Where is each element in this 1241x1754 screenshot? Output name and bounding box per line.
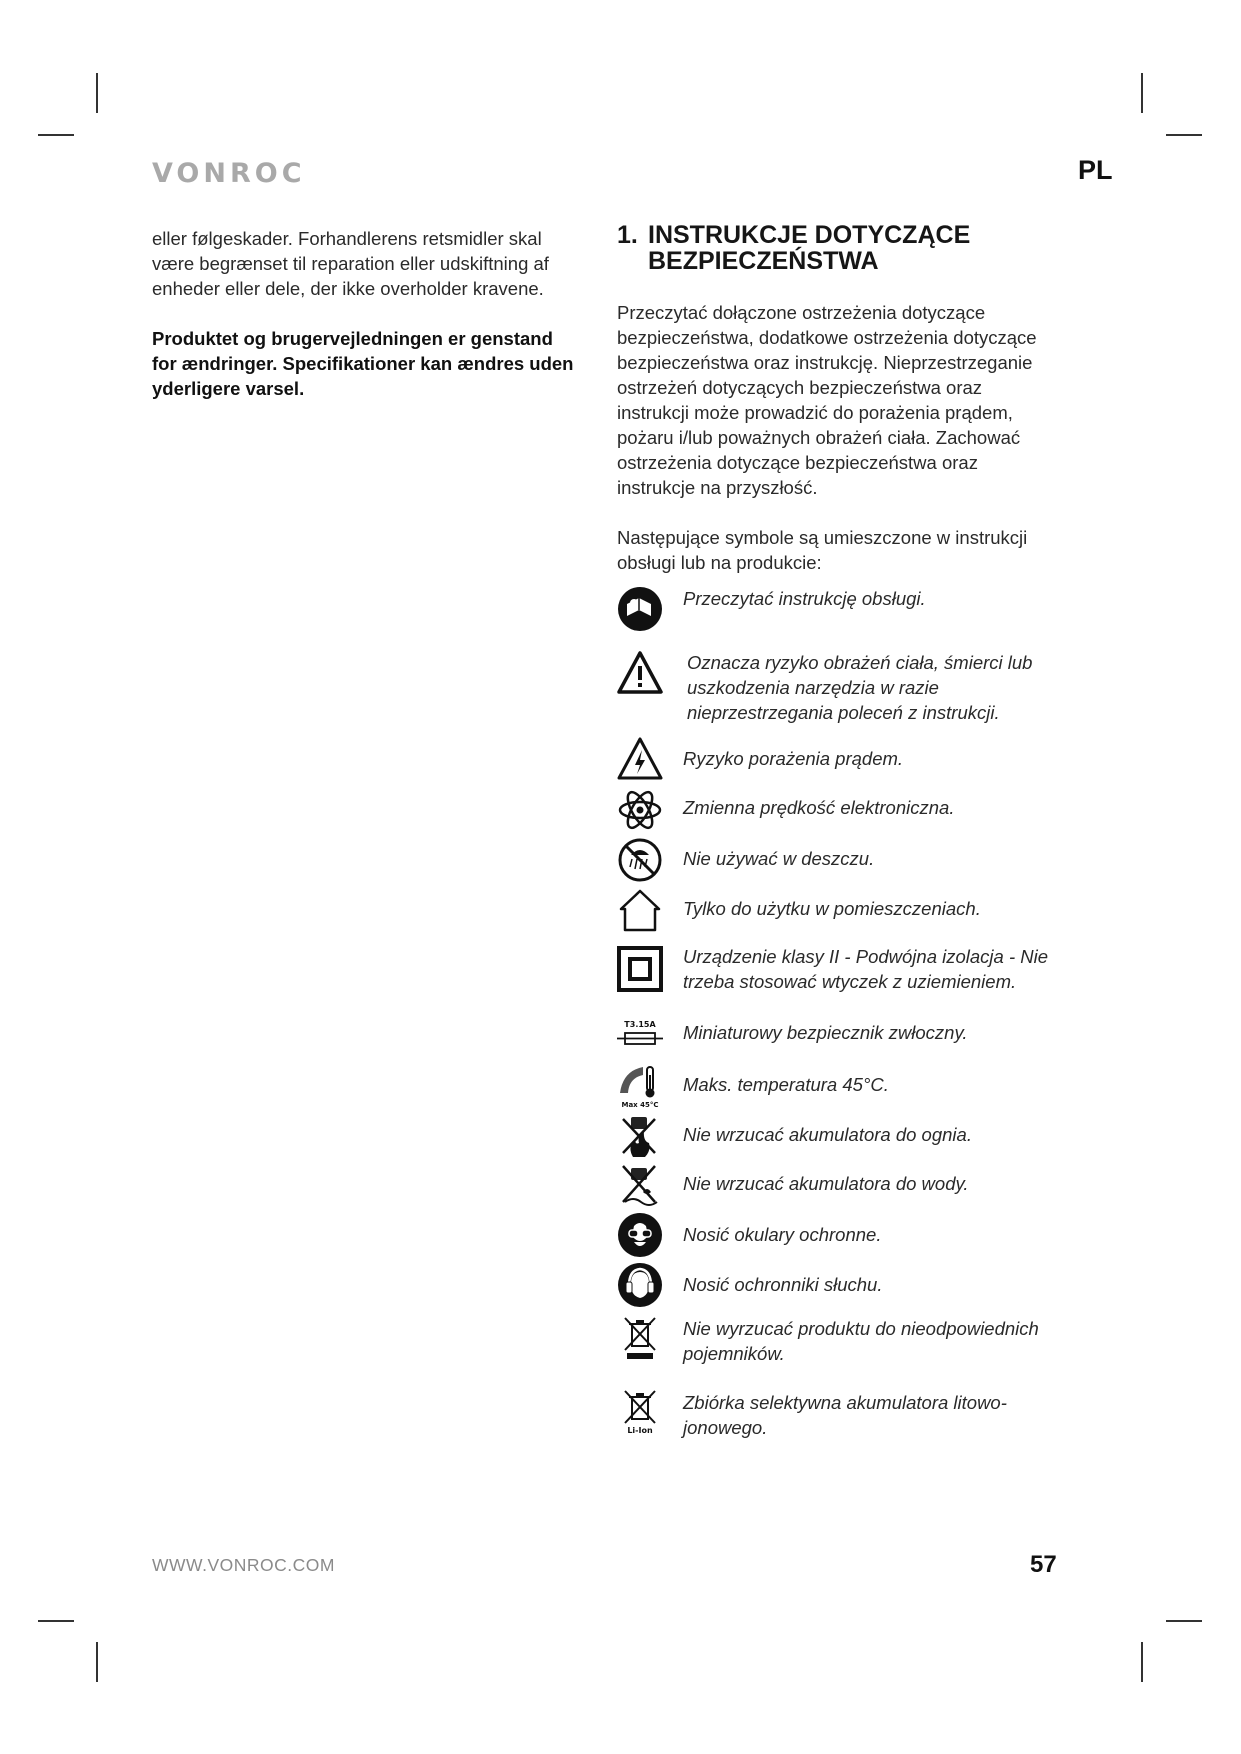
symbol-text: Nie wyrzucać produktu do nieodpowiednich pojemników.: [683, 1318, 1039, 1364]
brand-logo: VONROC: [152, 158, 306, 189]
fuse-icon: [617, 1017, 663, 1063]
no-rain-icon: [617, 837, 663, 883]
symbol-text: Nie wrzucać akumulatora do ognia.: [683, 1124, 972, 1145]
ear-protection-icon: [617, 1262, 663, 1308]
crop-mark: [1166, 1620, 1202, 1622]
crop-mark: [96, 73, 98, 113]
eye-protection-icon: [617, 1212, 663, 1258]
indoor-use-icon: [617, 887, 663, 933]
crop-mark: [1141, 73, 1143, 113]
crop-mark: [38, 1620, 74, 1622]
temperature-label: Max 45°C: [621, 1101, 659, 1109]
max-temperature-icon: [617, 1063, 663, 1109]
page-number: 57: [1030, 1551, 1057, 1578]
symbol-text: Nosić okulary ochronne.: [683, 1224, 882, 1245]
footer-url: WWW.VONROC.COM: [152, 1555, 335, 1575]
symbol-text: Zbiórka selektywna akumulatora litowo-jonowego.: [683, 1392, 1007, 1438]
warning-triangle-icon: [617, 650, 663, 696]
symbol-text: Tylko do użytku w pomieszczeniach.: [683, 898, 981, 919]
crop-mark: [1141, 1642, 1143, 1682]
left-column: [152, 226, 582, 426]
no-water-battery-icon: [617, 1162, 663, 1208]
crop-mark: [38, 134, 74, 136]
li-ion-label: Li-Ion: [627, 1426, 653, 1435]
symbol-text: Przeczytać instrukcję obsługi.: [683, 588, 926, 609]
symbol-text: Maks. temperatura 45°C.: [683, 1074, 889, 1095]
symbol-text: Ryzyko porażenia prądem.: [683, 748, 904, 769]
section-title: INSTRUKCJE DOTYCZĄCE BEZPIECZEŃSTWA: [648, 221, 971, 275]
class-ii-icon: [617, 946, 663, 992]
read-manual-icon: [617, 586, 663, 632]
safety-intro: Przeczytać dołączone ostrzeżenia dotyczące bezpieczeństwa, dodatkowe ostrzeżenia dotyczące bezpieczeństwa oraz instrukcję. Nieprzestrzeganie ostrzeżeń dotyczących bezpieczeństwa oraz instrukcji może prowadzić do porażenia prądem, pożaru i/lub poważnych obrażeń ciała. Zachować ostrzeżenia dotyczące bezpieczeństwa oraz instrukcje na przyszłość.: [617, 302, 1037, 498]
section-number: 1.: [617, 221, 638, 249]
symbol-text: Urządzenie klasy II - Podwójna izolacja - Nie trzeba stosować wtyczek z uziemieniem.: [683, 946, 1049, 992]
changes-notice: Produktet og brugervejledningen er genstand for ændringer. Specifikationer kan ændres uden yderligere varsel.: [152, 328, 574, 399]
symbol-list: [617, 0, 1087, 1500]
symbols-intro: Następujące symbole są umieszczone w instrukcji obsługi lub na produkcie:: [617, 527, 1028, 573]
li-ion-recycle-icon: [617, 1389, 663, 1435]
language-code: PL: [1078, 155, 1113, 185]
warranty-paragraph: eller følgeskader. Forhandlerens retsmidler skal være begrænset til reparation eller udskiftning af enheder eller dele, der ikke overholder kravene.: [152, 228, 549, 299]
no-fire-battery-icon: [617, 1113, 663, 1159]
symbol-text: Oznacza ryzyko obrażeń ciała, śmierci lub uszkodzenia narzędzia w razie nieprzestrzegania poleceń z instrukcji.: [687, 652, 1033, 723]
symbol-text: Miniaturowy bezpiecznik zwłoczny.: [683, 1022, 968, 1043]
crop-mark: [1166, 134, 1202, 136]
symbol-text: Nie wrzucać akumulatora do wody.: [683, 1173, 969, 1194]
symbol-text: Zmienna prędkość elektroniczna.: [683, 797, 955, 818]
symbol-text: Nie używać w deszczu.: [683, 848, 875, 869]
crop-mark: [96, 1642, 98, 1682]
weee-bin-icon: [617, 1314, 663, 1360]
symbol-text: Nosić ochronniki słuchu.: [683, 1274, 883, 1295]
fuse-icon-label: T3.15A: [624, 1020, 656, 1029]
variable-speed-icon: [617, 787, 663, 833]
electric-shock-icon: [617, 736, 663, 782]
